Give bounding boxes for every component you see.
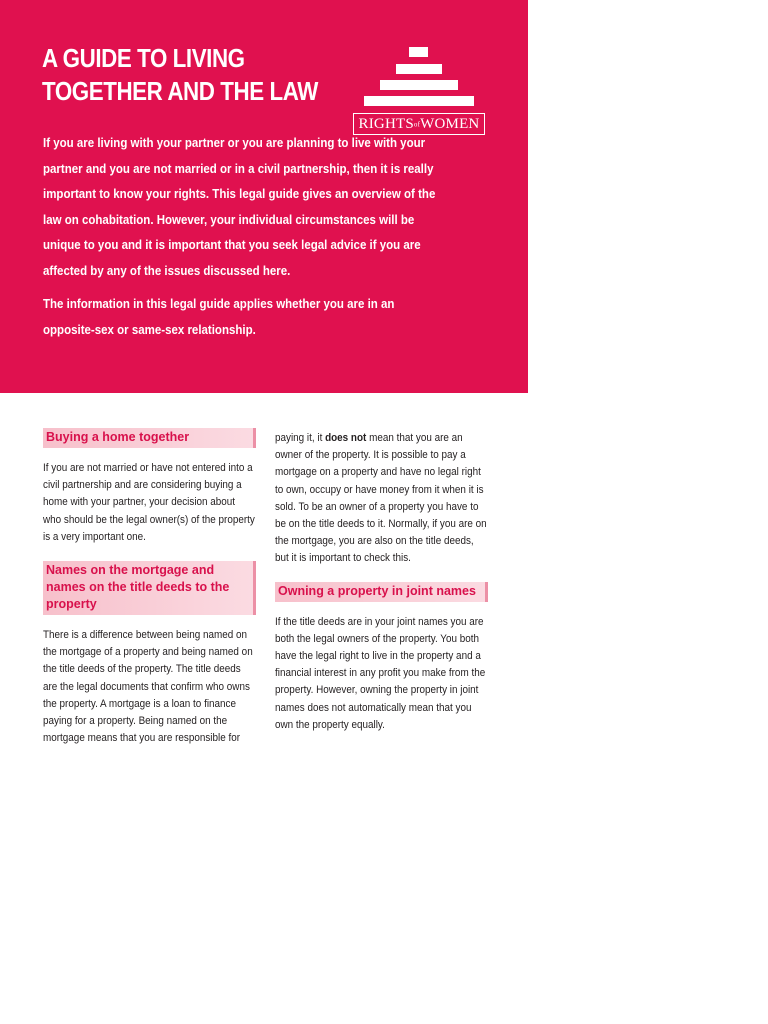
right-column (275, 430, 488, 734)
logo-step-1 (409, 47, 428, 57)
section-body-joint: If the title deeds are in your joint names you are both the legal owners of the property. You both have the legal right to live in the property and a financial interest in any profit you make from the property. However, owning the property in joint names does not automatically mean that you own the property equally. (275, 615, 486, 731)
intro-text (43, 131, 443, 351)
rights-of-women-logo (350, 45, 490, 140)
page-title (42, 42, 318, 108)
page-title-line-2: TOGETHER AND THE LAW (42, 76, 318, 106)
logo-step-2 (396, 64, 442, 74)
logo-wordmark: RIGHTSofWOMEN (353, 113, 485, 135)
section-body-names-continued: paying it, it does not mean that you are an owner of the property. It is possible to pay a mortgage on a property and have no legal right to own, occupy or have money from it when it is sold. To be an owner of a property you have to be on the title deeds to it. Normally, if you are on the mortgage, you are also on the title deeds, but it is important to check this. (275, 432, 487, 565)
section-heading-names: Names on the mortgage and names on the title deeds to the property (43, 561, 256, 615)
section-heading-buying: Buying a home together (43, 428, 256, 448)
logo-step-4 (364, 96, 474, 106)
page-title-line-1: A GUIDE TO LIVING (42, 43, 245, 73)
header-banner (0, 0, 528, 393)
logo-step-3 (380, 80, 458, 90)
left-column (43, 428, 256, 747)
section-heading-joint: Owning a property in joint names (275, 582, 488, 602)
intro-paragraph-2: The information in this legal guide applies whether you are in an opposite-sex or same-sex relationship. (43, 297, 395, 337)
section-body-buying: If you are not married or have not entered into a civil partnership and are considering buying a home with your partner, your decision about who should be the legal owner(s) of the property is a very important one. (43, 462, 255, 543)
section-body-names: There is a difference between being named on the mortgage of a property and being named on the title deeds of the property. The title deeds are the legal documents that confirm who owns the property. A mortgage is a loan to finance paying for a property. Being named on the mortgage means that you are responsible for (43, 629, 253, 745)
emphasis-does-not: does not (325, 432, 367, 444)
intro-paragraph-1: If you are living with your partner or you are planning to live with your partner and you are not married or in a civil partnership, then it is really important to know your rights. This legal guide gives an overview of the law on cohabitation. However, your individual circumstances will be unique to you and it is important that you seek legal advice if you are affected by any of the issues discussed here. (43, 136, 436, 278)
